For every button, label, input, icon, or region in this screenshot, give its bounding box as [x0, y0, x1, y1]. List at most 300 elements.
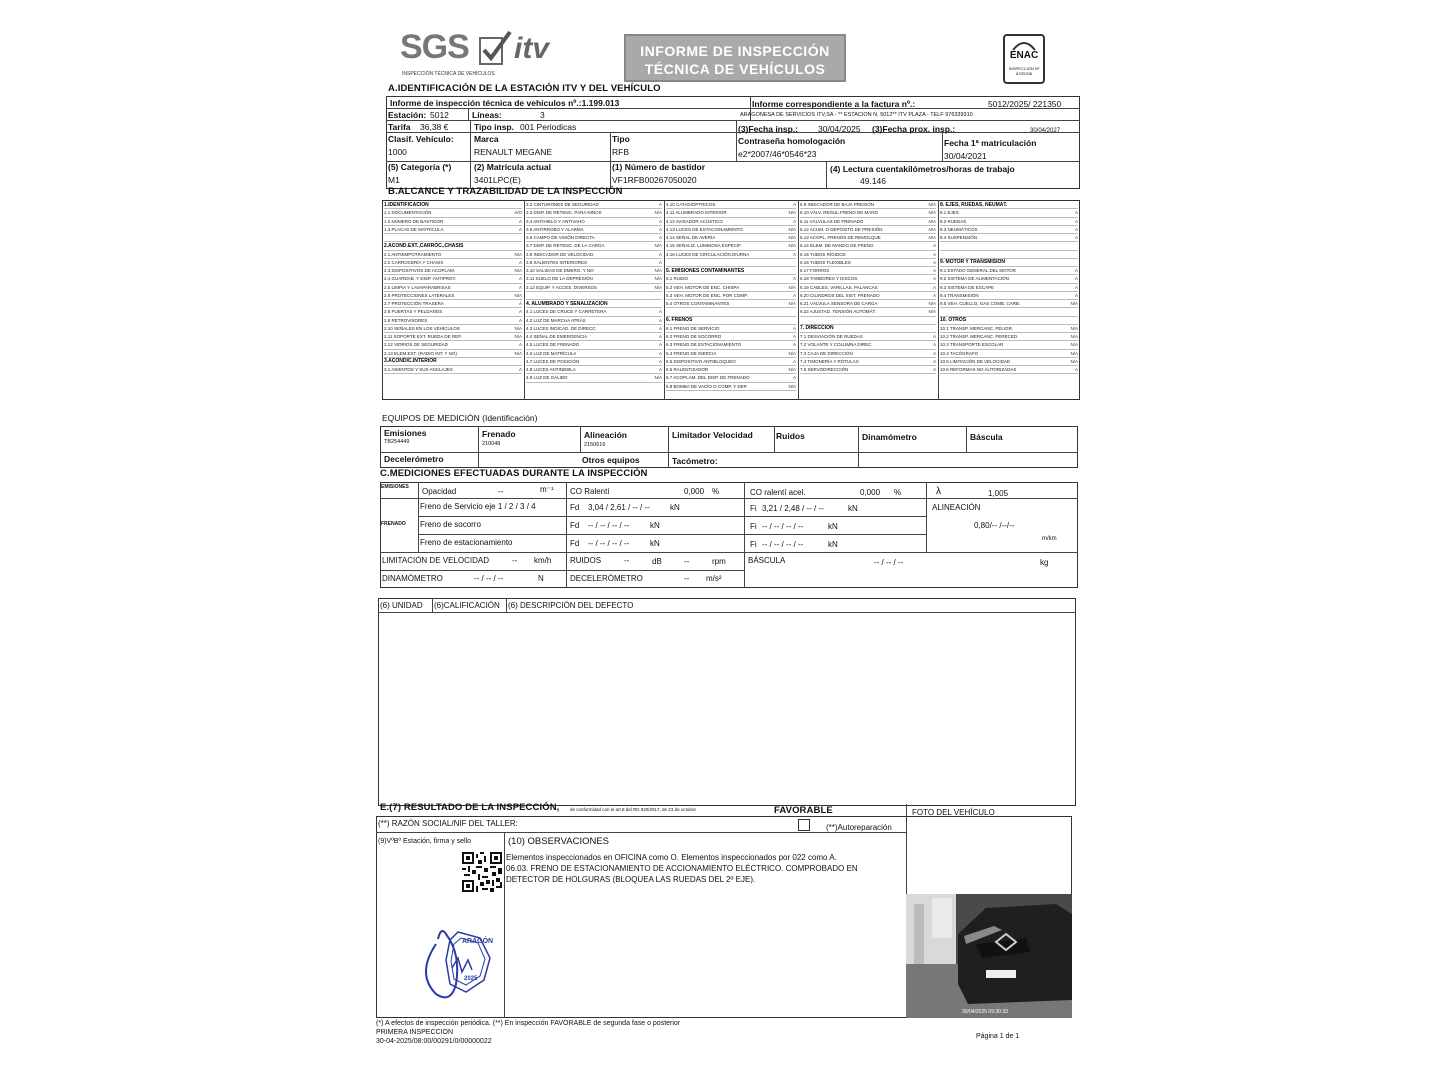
scope-item-result: A	[518, 367, 522, 373]
scope-item	[384, 242, 522, 250]
co-ralenti-value: 0,000	[684, 487, 705, 496]
scope-item	[666, 284, 796, 292]
co-ralenti-label: CO Ralentí	[570, 487, 610, 496]
scope-item-result: N/A	[788, 243, 796, 249]
scope-group-heading: 6. FRENOS	[666, 317, 693, 324]
scope-item-label: 8.4 SUSPENSIÓN	[940, 235, 978, 241]
scope-item	[800, 226, 936, 234]
fi-servicio-unit: kN	[848, 504, 858, 513]
scope-item-result: N/A	[788, 301, 796, 307]
scope-item-result: N/A	[514, 325, 522, 331]
scope-item	[526, 308, 662, 316]
section-a-heading: A.IDENTIFICACIÓN DE LA ESTACIÓN ITV Y DEL VEHÍCULO	[388, 83, 661, 94]
decelerometro-value: --	[684, 574, 690, 583]
scope-item-label: 2.9 RETROVISORES	[384, 317, 428, 323]
scope-item-label: 3.4 ANTIHIELO Y ANTIVAHO	[526, 218, 585, 224]
lectura-label: (4) Lectura cuentakilómetros/horas de trabajo	[830, 164, 1015, 174]
scope-item-label: 5.2 VEH. MOTOR DE ENC. CHISPA	[666, 284, 740, 290]
observaciones-line1: Elementos inspeccionados en OFICINA como O. Elementos inspeccionados por 022 como A.	[506, 853, 837, 862]
scope-item-result: A	[792, 276, 796, 282]
scope-item-result: N/A	[1070, 342, 1078, 348]
scope-item-label: 10.1 TRANSP. MERCANC. PELIGR.	[940, 325, 1014, 331]
scope-item-result: N/A	[514, 292, 522, 298]
scope-item-result: N/A	[1070, 334, 1078, 340]
fi-estac-value: -- / -- / -- / --	[762, 540, 804, 549]
scope-item-result: A	[792, 334, 796, 340]
scope-item-label: 6.15 TUBOS RÍGIDOS	[800, 251, 846, 257]
scope-item-result: N/A	[654, 268, 662, 274]
scope-item-result: A	[792, 218, 796, 224]
scope-item-label: 3.1 ASIENTOS Y SUS ANCLAJES	[384, 367, 453, 373]
scope-item-result: A	[658, 202, 662, 208]
scope-item	[666, 341, 796, 349]
scope-item-label: 7.2 VOLANTE Y COLUMNA DIREC.	[800, 342, 873, 348]
firma-label: (9)VºBº Estación, firma y sello	[378, 838, 472, 845]
scope-item-label: 9.1 ESTADO GENERAL DEL MOTOR	[940, 268, 1017, 274]
categoria-value: M1	[388, 175, 400, 185]
scope-item	[526, 259, 662, 267]
scope-item	[940, 350, 1078, 358]
scope-item	[526, 317, 662, 325]
scope-item-label: 8.1 EJES	[940, 210, 959, 216]
scope-item-label: 5.3 VEH. MOTOR DE ENC. POR COMP.	[666, 292, 748, 298]
scope-item	[666, 374, 796, 382]
tipo-insp-label: Tipo insp.	[474, 122, 514, 132]
contrasena-label: Contraseña homologación	[738, 136, 846, 146]
scope-item-label: 10.2 TRANSP. MERCANC. PERECED.	[940, 334, 1019, 340]
opacidad-value: --	[498, 487, 504, 496]
scope-item-result: A	[658, 259, 662, 265]
scope-group-heading: 5. EMISIONES CONTAMINANTES	[666, 267, 745, 274]
scope-item-label: 4.10 CATADIÓPTRICOS	[666, 202, 716, 208]
scope-item	[526, 333, 662, 341]
scope-item-result: N/A	[928, 210, 936, 216]
lines-label: Líneas:	[472, 110, 502, 120]
scope-item-label: 6.5 DISPOSITIVO ANTIBLOQUEO	[666, 358, 736, 364]
scope-item-label: 4.14 SEÑAL DE AVERÍA	[666, 235, 716, 241]
scope-column-1	[384, 201, 522, 374]
defects-col-unidad: (6) UNIDAD	[380, 601, 423, 610]
vehicle-photo-label: FOTO DEL VEHÍCULO	[912, 808, 995, 817]
report-number: Informe de inspección técnica de vehículos nº.:1.199.013	[390, 98, 620, 108]
observaciones-line3: DETECTOR DE HOLGURAS (BLOQUEA LAS RUEDAS DEL 2º EJE).	[506, 875, 756, 884]
station-stamp	[406, 914, 496, 1004]
scope-item-result: A	[932, 358, 936, 364]
contrasena-value: e2*2007/46*0546*23	[738, 149, 817, 159]
scope-item-label: 10.4 TACÓGRAFO	[940, 350, 979, 356]
equipo-frenado-value: 210048	[482, 441, 501, 447]
scope-item-label: 7.3 CAJA DE DIRECCIÓN	[800, 350, 853, 356]
scope-item-result: N/A	[514, 334, 522, 340]
scope-item	[666, 218, 796, 226]
scope-column-5	[940, 201, 1078, 374]
station-company: ARAGONESA DE SERVICIOS ITV,SA - ** ESTACION N. 5012** ITV PLAZA - TELF 976339310	[740, 112, 973, 118]
scope-item-result: N/A	[654, 243, 662, 249]
scope-item-label: 9.4 TRANSMISIÓN	[940, 292, 979, 298]
scope-item	[800, 275, 936, 283]
scope-item-result: A	[658, 235, 662, 241]
scope-item-result: A	[658, 342, 662, 348]
stamp-year: 2025	[464, 976, 478, 982]
scope-item	[384, 317, 522, 325]
scope-item-label: 3.9 SALIENTES INTERIORES	[526, 259, 588, 265]
scope-item-label: 6.11 VÁLVULAS DE FRENADO	[800, 218, 864, 224]
scope-item-label: 4.5 LUCES DE FRENADO	[526, 342, 580, 348]
enac-logo-text: ENAC	[1009, 50, 1039, 61]
scope-item-result: A	[1074, 276, 1078, 282]
scope-item	[384, 333, 522, 341]
scope-item	[384, 275, 522, 283]
scope-item-result: N/A	[1070, 325, 1078, 331]
scope-item-label: 6.6 RALENTIZADOR	[666, 367, 709, 373]
invoice-label: Informe correspondiente a la factura nº.:	[752, 99, 916, 109]
scope-item-result: A	[518, 342, 522, 348]
scope-item-result: N/A	[788, 383, 796, 389]
autorreparacion-label: (**)Autoreparación	[826, 823, 892, 832]
equipo-alineacion-label: Alineación	[584, 430, 627, 440]
alineacion-unit: m/km	[1042, 536, 1057, 542]
freno-estac-label: Freno de estacionamiento	[420, 538, 513, 547]
scope-item-label: 4.13 LUCES DE ESTACIONAMIENTO	[666, 226, 743, 232]
section-e-heading: E.(7) RESULTADO DE LA INSPECCIÓN,	[380, 802, 560, 813]
scope-item	[800, 209, 936, 217]
scope-item-result: N/A	[654, 276, 662, 282]
defects-table	[378, 598, 1076, 806]
scope-item	[800, 300, 936, 308]
scope-item	[800, 267, 936, 275]
scope-item-result: N/A	[1070, 358, 1078, 364]
scope-group-heading: 3.ACONDIC.INTERIOR	[384, 358, 437, 365]
footer-tipo: PRIMERA INSPECCION	[376, 1029, 454, 1036]
fi-servicio-value: 3,21 / 2,48 / -- / --	[762, 504, 824, 513]
scope-item-result: A	[658, 226, 662, 232]
fd-servicio-label: Fd	[570, 503, 580, 512]
scope-item-label: 6.19 CABLES, VARILLAS, PALANCAS	[800, 284, 878, 290]
marca-label: Marca	[474, 134, 499, 144]
scope-item-label: 7.4 TIMONERÍA Y RÓTULAS	[800, 358, 859, 364]
scope-item-result: N/A	[928, 301, 936, 307]
scope-item-label: 3.6 CAMPO DE VISIÓN DIRECTA	[526, 235, 595, 241]
scope-item	[940, 242, 1078, 250]
scope-item	[384, 234, 522, 242]
scope-item-label: 6.9 INDICADOR DE BAJA PRESIÓN	[800, 202, 875, 208]
bastidor-value: VF1RFB00267050020	[612, 175, 697, 185]
scope-item-label: 6.16 TUBOS FLEXIBLES	[800, 259, 851, 265]
fi-estac-label: Fi	[750, 540, 757, 549]
ruidos-label: RUIDOS	[570, 556, 602, 565]
scope-item	[800, 251, 936, 259]
scope-item-result: A	[658, 309, 662, 315]
equipo-limitador-label: Limitador Velocidad	[672, 430, 753, 440]
decelerometro-unit: m/s²	[706, 574, 722, 583]
scope-item-result: A	[1074, 210, 1078, 216]
opacidad-label: Opacidad	[422, 487, 457, 496]
scope-item-label: 4.16 LUCES DE CIRCULACIÓN DIURNA	[666, 251, 750, 257]
scope-group-heading: 10. OTROS	[940, 317, 967, 324]
scope-item-result: A	[518, 226, 522, 232]
scope-item-label: 3.5 ANTIRROBO Y ALARMA	[526, 226, 584, 232]
scope-item	[666, 350, 796, 358]
scope-item-result: A	[1074, 268, 1078, 274]
scope-item	[666, 317, 796, 325]
ruidos-value: --	[624, 556, 630, 565]
scope-item-result: A	[658, 317, 662, 323]
scope-item-result: N/A	[928, 202, 936, 208]
scope-item	[800, 259, 936, 267]
scope-item-result: A	[932, 342, 936, 348]
scope-item-label: 7.5 SERVODIRECCIÓN	[800, 367, 849, 373]
limitacion-unit: km/h	[534, 556, 552, 565]
fecha-prox-value: 30/04/2027	[1030, 128, 1061, 134]
scope-item-label: 6.1 FRENO DE SERVICIO	[666, 325, 720, 331]
observaciones-heading: (10) OBSERVACIONES	[508, 836, 610, 847]
scope-column-3	[666, 201, 796, 391]
scope-item	[940, 267, 1078, 275]
scope-item-result: N/A	[654, 210, 662, 216]
scope-item	[940, 284, 1078, 292]
equipo-decelerometro-label: Decelerómetro	[384, 454, 444, 464]
taller-label: (**) RAZÓN SOCIAL/NIF DEL TALLER:	[378, 819, 518, 828]
scope-item-label: 2.3 DISPOSITIVOS DE ACOPLAM.	[384, 268, 456, 274]
co-acel-value: 0,000	[860, 488, 881, 497]
scope-item	[384, 366, 522, 374]
scope-item	[666, 251, 796, 259]
scope-item-result: A	[518, 259, 522, 265]
scope-item-label: 5.4 OTROS CONTAMINANTES	[666, 301, 730, 307]
enac-logo-box	[1003, 34, 1045, 84]
scope-item-label: 6.7 ACOPLAM. DEL DISP. DE FRENADO	[666, 375, 750, 381]
equipo-ruidos-label: Ruidos	[776, 431, 805, 441]
scope-item	[666, 267, 796, 275]
sgs-logo: SGS	[400, 28, 469, 66]
lines-value: 3	[540, 110, 545, 120]
bastidor-label: (1) Número de bastidor	[612, 162, 706, 172]
scope-item-label: 1.1 DOCUMENTACIÓN	[384, 210, 432, 216]
scope-item	[384, 358, 522, 366]
alineacion-value: 0,80/-- /--/--	[974, 521, 1015, 530]
scope-item-label: 4.4 SEÑAL DE EMERGENCIA	[526, 334, 588, 340]
scope-item-result: N/A	[788, 284, 796, 290]
scope-item-result: A	[1074, 367, 1078, 373]
scope-item-result: A	[1074, 235, 1078, 241]
freno-socorro-label: Freno de socorro	[420, 520, 481, 529]
scope-item	[800, 366, 936, 374]
scope-item-label: 6.18 TAMBORES Y DISCOS	[800, 276, 858, 282]
scope-item-label: 1.3 PLACAS DE MATRÍCULA	[384, 226, 444, 232]
scope-item-label: 9.5 VEH. CUELLO, GAS COMB. CARB.	[940, 301, 1021, 307]
scope-group-heading: 1.IDENTIFICACIÓN	[384, 201, 429, 208]
scope-item	[800, 350, 936, 358]
scope-item-label: 4.3 LUCES INDICAD. DE DIRECC.	[526, 325, 597, 331]
scope-item	[800, 317, 936, 325]
scope-item	[800, 292, 936, 300]
fd-estac-label: Fd	[570, 539, 580, 548]
enac-sub-text: INSPECCIÓN Nº 87/EI208	[1008, 66, 1040, 76]
scope-item	[526, 374, 662, 382]
ruidos-rpm-value: --	[684, 557, 690, 566]
scope-item-label: 6.2 FRENO DE SOCORRO	[666, 334, 722, 340]
scope-item-label: 6.17 FORROS	[800, 268, 830, 274]
scope-item	[526, 292, 662, 300]
scope-item	[526, 251, 662, 259]
scope-item-result: A	[932, 268, 936, 274]
scope-item-label: 4.6 LUZ DE MATRÍCULA	[526, 350, 577, 356]
tarifa-value: 36,38 €	[420, 122, 449, 132]
tarifa-label: Tarifa	[388, 122, 411, 132]
fd-socorro-unit: kN	[650, 521, 660, 530]
scope-item-result: A	[658, 350, 662, 356]
autorreparacion-checkbox[interactable]	[798, 819, 810, 831]
scope-item-result: A	[792, 375, 796, 381]
scope-item-label: 8.2 RUEDAS	[940, 218, 967, 224]
station-label: Estación:	[388, 110, 427, 120]
scope-item-result: N/A	[928, 226, 936, 232]
scope-item-label: 10.5 LIMITACIÓN DE VELOCIDAD	[940, 358, 1011, 364]
co-ralenti-unit: %	[712, 487, 720, 496]
scope-item	[666, 358, 796, 366]
scope-item-result: A	[1074, 292, 1078, 298]
scope-item-label: 4.12 AVISADOR ACÚSTICO	[666, 218, 723, 224]
limitacion-label: LIMITACIÓN DE VELOCIDAD	[382, 556, 489, 565]
scope-item	[384, 284, 522, 292]
fd-servicio-value: 3,04 / 2,61 / -- / --	[588, 503, 650, 512]
equipo-otros-label: Otros equipos	[582, 455, 640, 465]
scope-item	[526, 218, 662, 226]
scope-item-label: 6.21 VÁLVULA SENSORA DE CARGA	[800, 301, 878, 307]
scope-item-result: N/A	[514, 268, 522, 274]
scope-item-label: 6.12 ACUM. O DEPÓSITO DE PRESIÓN	[800, 226, 883, 232]
scope-item-label: 9.2 SISTEMA DE ALIMENTACIÓN	[940, 276, 1009, 282]
scope-item-label: 4.11 ALUMBRADO INTERIOR	[666, 210, 727, 216]
lambda-value: 1,005	[988, 489, 1009, 498]
tipo-label: Tipo	[612, 134, 630, 144]
bascula-unit: kg	[1040, 558, 1049, 567]
scope-item-result: A	[518, 301, 522, 307]
scope-item-result: A	[658, 325, 662, 331]
fi-socorro-label: Fi	[750, 522, 757, 531]
scope-item	[526, 226, 662, 234]
matricula-label: (2) Matrícula actual	[474, 162, 551, 172]
frenado-tag: FRENADO	[381, 521, 406, 527]
scope-item-result: A	[658, 367, 662, 373]
scope-item-result: A	[518, 309, 522, 315]
scope-item	[526, 350, 662, 358]
scope-item	[384, 251, 522, 259]
freno-servicio-label: Freno de Servicio eje 1 / 2 / 3 / 4	[420, 502, 536, 511]
scope-item	[666, 366, 796, 374]
scope-item	[384, 350, 522, 358]
scope-item-label: 4.7 LUCES DE POSICIÓN	[526, 358, 580, 364]
report-title-box	[624, 34, 846, 82]
scope-item-result: N/A	[928, 218, 936, 224]
fi-socorro-value: -- / -- / -- / --	[762, 522, 804, 531]
scope-item	[526, 201, 662, 209]
scope-item-label: 2.8 PUERTAS Y PELDAÑOS	[384, 309, 443, 315]
ruidos-unit: dB	[652, 557, 662, 566]
decelerometro-label: DECELERÓMETRO	[570, 574, 643, 583]
scope-item-label: 2.10 SEÑALES EN LOS VEHÍCULOS	[384, 325, 460, 331]
scope-item-label: 1.2 NÚMERO DE BASTIDOR	[384, 218, 444, 224]
dinamometro-label: DINAMÓMETRO	[382, 574, 443, 583]
scope-item-label: 3.12 EQUIP. Y ACCES. DIVERSOS	[526, 284, 598, 290]
scope-item	[940, 251, 1078, 259]
scope-item-result: A	[932, 276, 936, 282]
scope-item	[940, 300, 1078, 308]
clasif-label: Clasif. Vehículo:	[388, 134, 454, 144]
fd-socorro-label: Fd	[570, 521, 580, 530]
sgs-tagline: INSPECCIÓN TÉCNICA DE VEHÍCULOS	[402, 71, 495, 77]
scope-item	[940, 201, 1078, 209]
scope-item-label: 6.20 CILINDROS DEL SIST. FRENADO	[800, 292, 880, 298]
fecha-matric-label: Fecha 1ª matriculación	[944, 138, 1037, 148]
scope-item	[800, 333, 936, 341]
scope-item	[666, 242, 796, 250]
scope-item	[526, 358, 662, 366]
scope-item	[384, 259, 522, 267]
scope-item-result: N/A	[928, 235, 936, 241]
scope-item-label: 6.13 ACOPL. FRENOS DE REMOLQUE	[800, 235, 881, 241]
clasif-value: 1000	[388, 147, 407, 157]
scope-item-label: 2.12 VIDRIOS DE SEGURIDAD	[384, 342, 449, 348]
scope-item	[384, 300, 522, 308]
scope-item	[940, 317, 1078, 325]
scope-item-label: 2.13 ELEM.EXT. (RADIO INT. Y NO)	[384, 350, 457, 356]
scope-item-label: 6.4 FRENO DE INERCIA	[666, 350, 717, 356]
scope-item	[526, 234, 662, 242]
scope-item-label: 6.10 VÁLV. REGUL.FRENO DE MANO	[800, 210, 879, 216]
scope-item-label: 6.22 AJUSTAD. TENSIÓN AUTOMÁT.	[800, 309, 877, 315]
fecha-insp-label: (3)Fecha insp.:	[738, 124, 798, 134]
scope-item	[666, 226, 796, 234]
equipo-frenado-label: Frenado	[482, 429, 516, 439]
scope-column-2	[526, 201, 662, 383]
scope-item-result: A	[932, 367, 936, 373]
scope-item	[526, 284, 662, 292]
scope-item	[940, 333, 1078, 341]
scope-item	[526, 300, 662, 308]
scope-item-label: 10.6 REFORMAS NO AUTORIZADAS	[940, 367, 1017, 373]
section-c-heading: C.MEDICIONES EFECTUADAS DURANTE LA INSPECCIÓN	[380, 468, 648, 479]
scope-item-result: A	[792, 202, 796, 208]
scope-item-result: A	[658, 251, 662, 257]
scope-item	[800, 308, 936, 316]
scope-group-heading: 9. MOTOR Y TRANSMISIÓN	[940, 259, 1006, 266]
opacidad-unit: m⁻¹	[540, 485, 554, 494]
equipo-alineacion-value: 2150616	[584, 442, 606, 448]
scope-item-label: 4.9 LUZ DE GÁLIBO	[526, 375, 568, 381]
co-acel-label: CO ralentí acel.	[750, 488, 806, 497]
scope-item	[384, 209, 522, 217]
scope-item-result: A	[1074, 226, 1078, 232]
scope-item-result: A	[658, 334, 662, 340]
scope-item	[666, 292, 796, 300]
scope-item-result: A	[792, 342, 796, 348]
equipo-bascula-label: Báscula	[970, 432, 1003, 442]
scope-item-result: N/A	[654, 375, 662, 381]
scope-item	[526, 242, 662, 250]
scope-column-4	[800, 201, 936, 374]
scope-item	[940, 358, 1078, 366]
scope-item-result: N/A	[1070, 301, 1078, 307]
scope-item-result: N/A	[788, 350, 796, 356]
scope-item-result: A	[932, 350, 936, 356]
scope-item-label: 2.11 SOPORTE EXT. RUEDA DE REP.	[384, 334, 462, 340]
scope-item-result: N/A	[514, 251, 522, 257]
scope-item	[526, 209, 662, 217]
lambda-label: λ	[936, 486, 941, 497]
station-value: 5012	[430, 110, 449, 120]
scope-item-result: A	[658, 358, 662, 364]
